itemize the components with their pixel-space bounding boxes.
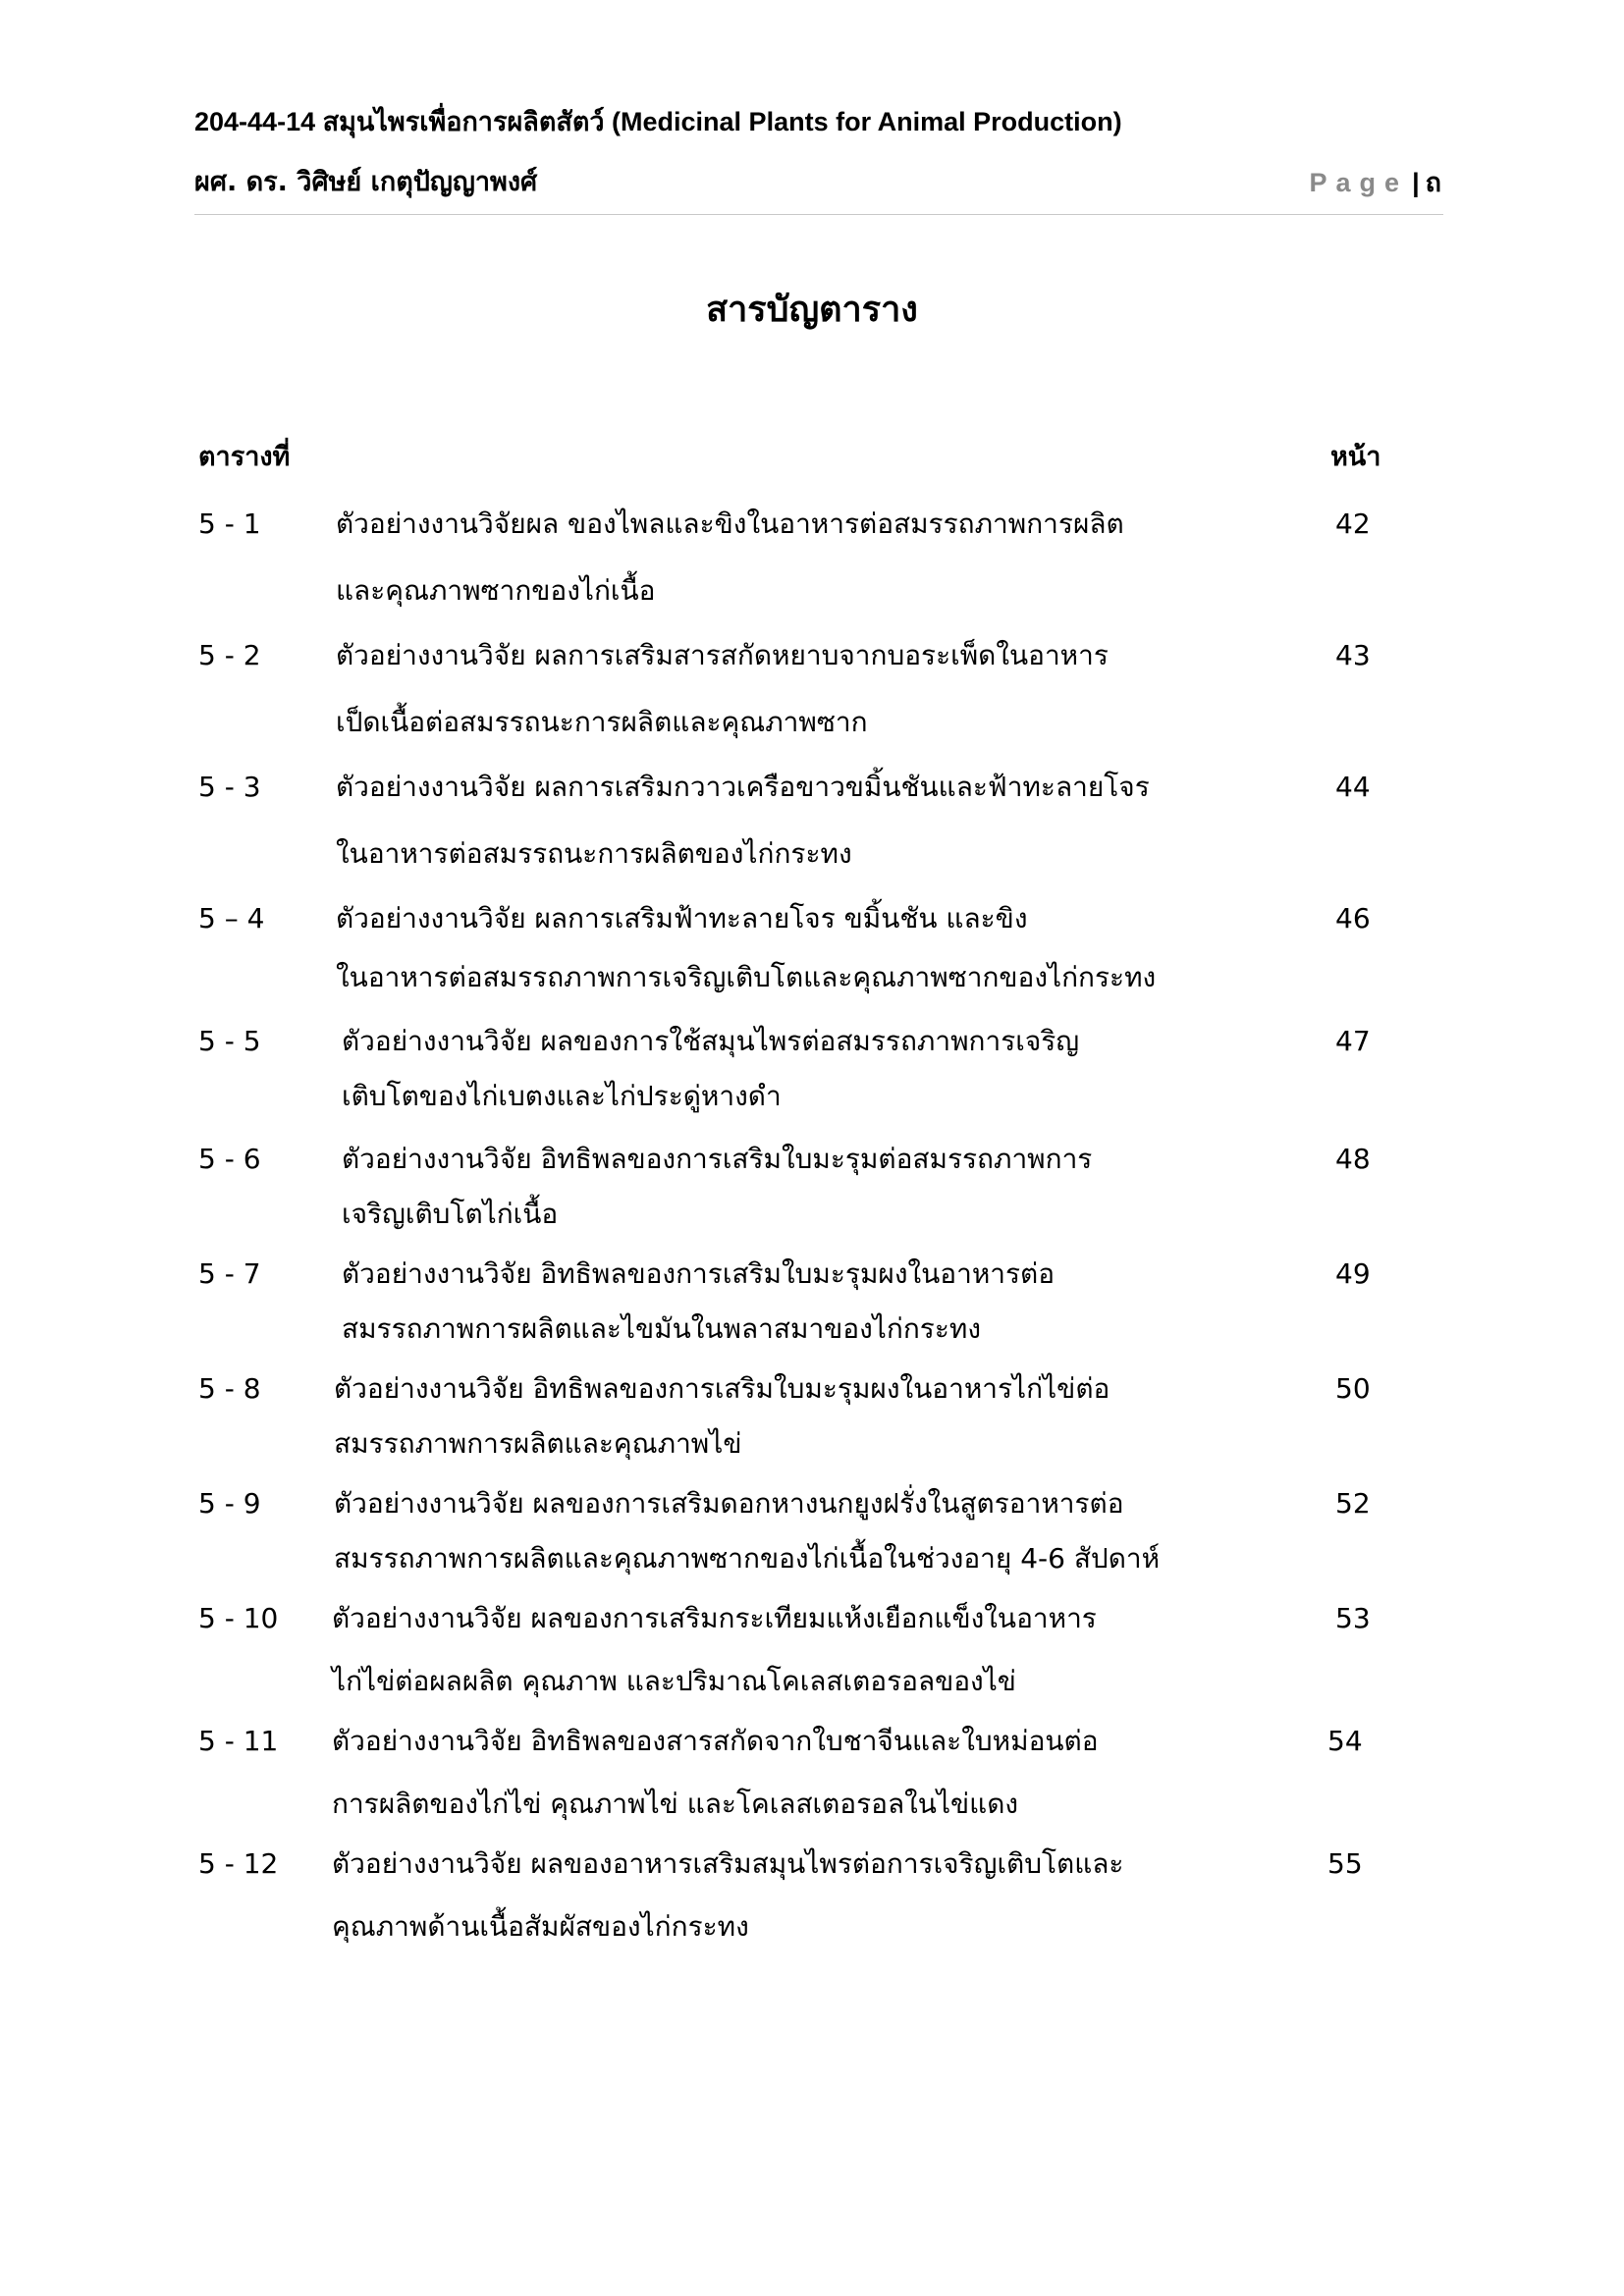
- entry-page: 55: [1327, 1847, 1363, 1880]
- entry-line-2: คุณภาพด้านเนื้อสัมผัสของไก่กระทง: [332, 1910, 749, 1943]
- entry-description: [336, 625, 1180, 753]
- entry-number: 5 – 4: [198, 902, 265, 934]
- entry-number: 5 - 10: [198, 1602, 279, 1634]
- entry-line-2: สมรรถภาพการผลิตและคุณภาพซากของไก่เนื้อในช่วงอายุ 4-6 สัปดาห์: [334, 1542, 1161, 1575]
- entry-description: [336, 757, 1180, 884]
- entry-line-2: สมรรถภาพการผลิตและคุณภาพไข่: [334, 1427, 742, 1460]
- entry-line-1: ตัวอย่างงานวิจัย ผลของการเสริมดอกหางนกยูงฝรั่งในสูตรอาหารต่อ: [334, 1487, 1124, 1520]
- entry-line-1: ตัวอย่างงานวิจัย ผลการเสริมสารสกัดหยาบจากบอระเพ็ดในอาหาร: [336, 639, 1109, 671]
- entry-line-2: เติบโตของไก่เบตงและไก่ประดู่หางดำ: [342, 1080, 782, 1112]
- entry-page: 50: [1335, 1372, 1371, 1405]
- entry-line-2: ในอาหารต่อสมรรถนะการผลิตของไก่กระทง: [336, 837, 852, 870]
- entry-number: 5 - 12: [198, 1847, 279, 1880]
- entry-line-1: ตัวอย่างงานวิจัยผล ของไพลและขิงในอาหารต่อสมรรถภาพการผลิต: [336, 507, 1124, 540]
- page-title: สารบัญตาราง: [706, 290, 918, 330]
- entry-description: [342, 1011, 1186, 1127]
- entry-number: 5 - 7: [198, 1257, 261, 1290]
- entry-number: 5 - 2: [198, 639, 261, 671]
- entry-line-2: สมรรถภาพการผลิตและไขมันในพลาสมาของไก่กระทง: [342, 1312, 981, 1345]
- column-header-page: หน้า: [1330, 442, 1381, 472]
- entry-line-1: ตัวอย่างงานวิจัย อิทธิพลของการเสริมใบมะรุมผงในอาหารไก่ไข่ต่อ: [334, 1372, 1110, 1405]
- entry-line-1: ตัวอย่างงานวิจัย ผลการเสริมกวาวเครือขาวขมิ้นชันและฟ้าทะลายโจร: [336, 771, 1150, 803]
- entry-description: [342, 1244, 1186, 1360]
- entry-page: 46: [1335, 902, 1371, 934]
- entry-description: [334, 1359, 1178, 1474]
- entry-description: [336, 888, 1180, 1008]
- entry-description: [342, 1129, 1186, 1245]
- entry-line-2: ในอาหารต่อสมรรถภาพการเจริญเติบโตและคุณภาพซากของไก่กระทง: [336, 961, 1157, 993]
- entry-page: 44: [1335, 771, 1371, 803]
- entry-number: 5 - 8: [198, 1372, 261, 1405]
- entry-line-2: และคุณภาพซากของไก่เนื้อ: [336, 574, 656, 607]
- entry-page: 52: [1335, 1487, 1371, 1520]
- entry-page: 53: [1335, 1602, 1371, 1634]
- entry-line-2: เจริญเติบโตไก่เนื้อ: [342, 1198, 559, 1230]
- entry-line-1: ตัวอย่างงานวิจัย ผลของการเสริมกระเทียมแห้งเยือกแข็งในอาหาร: [332, 1602, 1097, 1634]
- page-separator: |: [1412, 168, 1420, 197]
- page-word: Page: [1309, 168, 1409, 197]
- entry-line-2: การผลิตของไก่ไข่ คุณภาพไข่ และโคเลสเตอรอลในไข่แดง: [332, 1788, 1019, 1820]
- entry-number: 5 - 1: [198, 507, 261, 540]
- course-title: 204-44-14 สมุนไพรเพื่อการผลิตสัตว์ (Medicinal Plants for Animal Production): [194, 107, 1122, 136]
- author-name: ผศ. ดร. วิศิษย์ เกตุปัญญาพงศ์: [194, 167, 538, 197]
- entry-number: 5 - 6: [198, 1143, 261, 1175]
- entry-page: 48: [1335, 1143, 1371, 1175]
- entry-number: 5 - 11: [198, 1725, 279, 1757]
- entry-description: [332, 1834, 1176, 1957]
- entry-line-1: ตัวอย่างงานวิจัย อิทธิพลของการเสริมใบมะรุมต่อสมรรถภาพการ: [342, 1143, 1093, 1175]
- column-header-table: ตารางที่: [198, 442, 291, 472]
- entry-line-2: เป็ดเนื้อต่อสมรรถนะการผลิตและคุณภาพซาก: [336, 706, 868, 738]
- entry-description: [334, 1473, 1178, 1589]
- entry-page: 54: [1327, 1725, 1363, 1757]
- entry-number: 5 - 5: [198, 1025, 261, 1057]
- entry-page: 43: [1335, 639, 1371, 671]
- entry-page: 49: [1335, 1257, 1371, 1290]
- entry-description: [332, 1588, 1176, 1712]
- page-number: ถ: [1425, 168, 1441, 198]
- entry-line-1: ตัวอย่างงานวิจัย อิทธิพลของการเสริมใบมะรุมผงในอาหารต่อ: [342, 1257, 1056, 1290]
- entry-line-1: ตัวอย่างงานวิจัย ผลของอาหารเสริมสมุนไพรต่อการเจริญเติบโตและ: [332, 1847, 1124, 1880]
- entry-description: [332, 1711, 1176, 1835]
- entry-line-2: ไก่ไข่ต่อผลผลิต คุณภาพ และปริมาณโคเลสเตอรอลของไข่: [332, 1665, 1016, 1697]
- entry-description: [336, 494, 1180, 621]
- entry-page: 42: [1335, 507, 1371, 540]
- entry-page: 47: [1335, 1025, 1371, 1057]
- entry-number: 5 - 9: [198, 1487, 261, 1520]
- entry-number: 5 - 3: [198, 771, 261, 803]
- entry-line-1: ตัวอย่างงานวิจัย ผลของการใช้สมุนไพรต่อสมรรถภาพการเจริญ: [342, 1025, 1080, 1057]
- entry-line-1: ตัวอย่างงานวิจัย อิทธิพลของสารสกัดจากใบชาจีนและใบหม่อนต่อ: [332, 1725, 1099, 1757]
- entry-line-1: ตัวอย่างงานวิจัย ผลการเสริมฟ้าทะลายโจร ขมิ้นชัน และขิง: [336, 902, 1028, 934]
